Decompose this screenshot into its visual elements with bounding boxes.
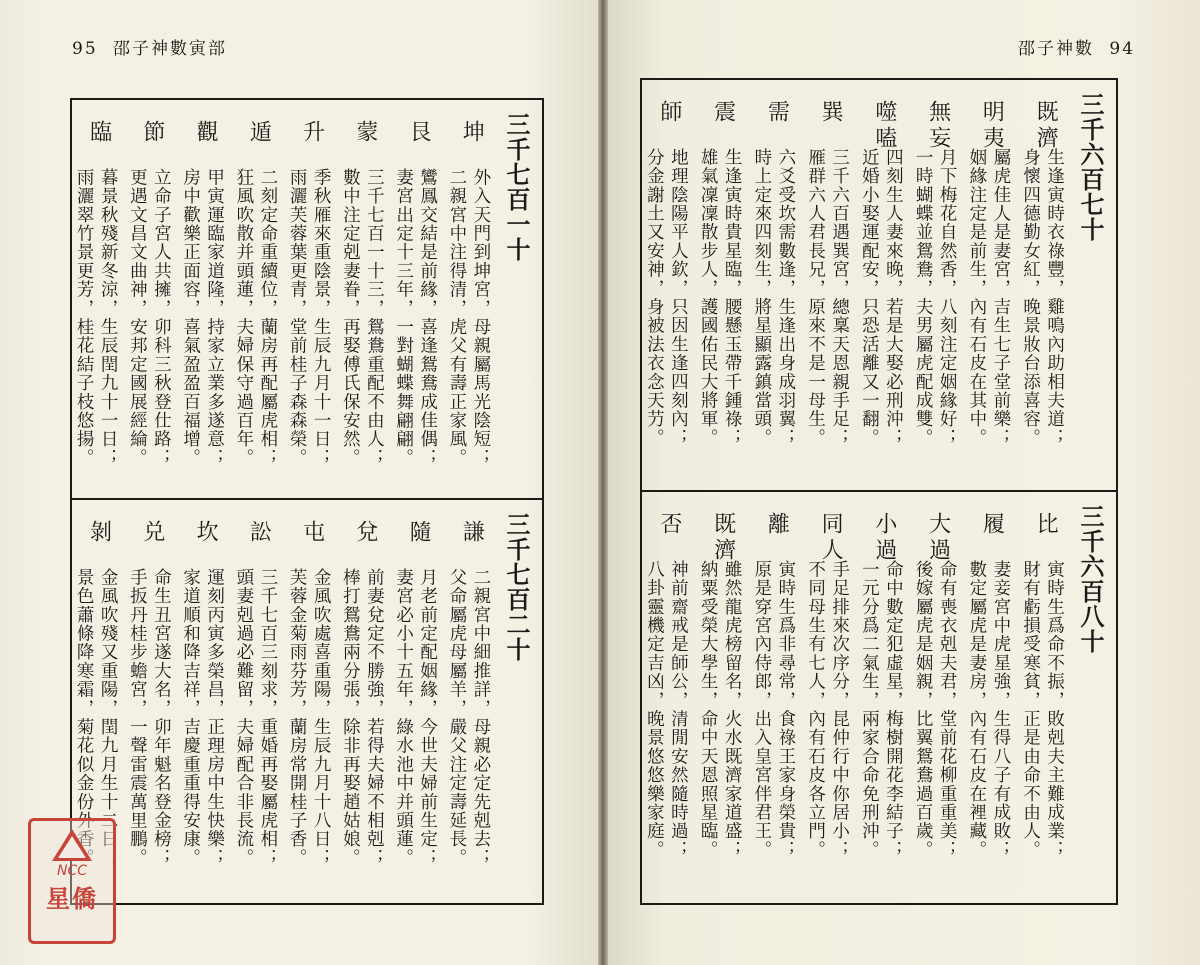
verse-half: 一時蝴蝶並鴛鴦	[913, 148, 934, 279]
verse-half: 若得夫婦不相剋	[364, 717, 385, 849]
verse-half: 火水既濟家道盛	[722, 709, 743, 841]
verse-half: 閏九月生十二日	[98, 717, 119, 849]
verse-line: 寅時生爲非尋常，食祿王家身榮貴；	[775, 560, 796, 860]
verse-line: 妻妾宮中虎星強，生得八子有成敗；	[990, 560, 1011, 860]
hexagram-name: 艮	[406, 120, 432, 146]
verse-half: 雨灑芙蓉葉更青	[287, 168, 308, 299]
verse-half: 分金謝土又安神	[644, 148, 665, 279]
verse-half: 一元分爲二氣生	[859, 560, 880, 691]
verse-half: 時上定來四刻生	[751, 148, 772, 279]
verse-half: 清閒安然隨時過	[668, 709, 689, 841]
verse-line: 外入天門到坤宮，母親屬馬光陰短；	[470, 168, 491, 468]
stamp-name: 星僑	[46, 885, 98, 913]
verse-line: 雨灑芙蓉葉更青，堂前桂子森森榮。	[287, 168, 308, 468]
verse-half: 出入皇宮伴君王	[751, 709, 772, 841]
hexagram-name: 既濟	[1033, 100, 1059, 152]
verse-half: 一對蝴蝶舞翩翩	[393, 317, 414, 449]
verse-line: 二刻定命重續位，蘭房再配屬虎相；	[257, 168, 278, 468]
book-title: 邵子神數	[1018, 39, 1094, 59]
verse-half: 二親宮中細推詳	[470, 568, 491, 699]
hexagram-name: 師	[656, 100, 682, 126]
verse-half: 除非再娶趙姑娘	[340, 717, 361, 849]
verse-line: 命生丑宮遂大名，卯年魁名登金榜；	[151, 568, 172, 868]
verse-half: 甲寅運臨家道隆	[204, 168, 225, 299]
verse-half: 總稟天恩親手足	[829, 297, 850, 429]
hexagram-name: 噬嗑	[871, 100, 897, 152]
hexagram-name: 巽	[818, 100, 844, 126]
verse-half: 鸞鳳交結是前緣	[417, 168, 438, 299]
hexagram-name: 臨	[86, 120, 112, 146]
verse-half: 雁群六人君長兄	[805, 148, 826, 279]
hexagram-name: 既濟	[710, 512, 736, 564]
verse-half: 八刻注定姻緣好	[937, 297, 958, 429]
hexagram-name: 比	[1033, 512, 1059, 538]
right-page-header	[1018, 34, 1143, 59]
verse-half: 昆仲行中你居小	[829, 709, 850, 841]
verse-half: 雨灑翠竹景更芳	[74, 168, 95, 299]
verse-line: 生逢寅時衣祿豐，雞鳴內助相夫道；	[1044, 148, 1065, 448]
hexagram-name: 屯	[299, 520, 325, 546]
number-heading: 三千六百七十	[1076, 92, 1105, 242]
verse-half: 生逢出身成羽翼	[775, 297, 796, 429]
verse-half: 菊花似金份外香	[74, 717, 95, 849]
verse-line: 六爻受坎需數逢，生逢出身成羽翼；	[775, 148, 796, 448]
hexagram-name: 剝	[86, 520, 112, 546]
verse-half: 寅時生爲非尋常	[775, 560, 796, 691]
verse-half: 再娶傅氏保安然	[340, 317, 361, 449]
number-block	[642, 492, 1116, 901]
hexagram-name: 謙	[459, 520, 485, 546]
verse-half: 金風吹殘又重陽	[98, 568, 119, 699]
verse-line: 雁群六人君長兄，原來不是一母生。	[805, 148, 826, 448]
verse-half: 後嫁屬虎是姻親	[913, 560, 934, 691]
verse-line: 更遇文昌文曲神，安邦定國展經綸。	[127, 168, 148, 468]
verse-line: 二親宮中注得清，虎父有壽正家風。	[446, 168, 467, 468]
verse-line: 神前齋戒是師公，清閒安然隨時過；	[668, 560, 689, 860]
number-block	[72, 100, 542, 498]
verse-half: 財有虧損受寒貧	[1020, 560, 1041, 691]
verse-line: 分金謝土又安神，身被法衣念天芀。	[644, 148, 665, 448]
verse-line: 納粟受榮大學生，命中天恩照星臨。	[698, 560, 719, 860]
verse-line: 原是穿宮內侍郎，出入皇宮伴君王。	[751, 560, 772, 860]
verse-half: 狂風吹散并頭蓮	[233, 168, 254, 299]
verse-half: 夫婦保守過百年	[233, 317, 254, 449]
verse-half: 數定屬虎是妻房	[966, 560, 987, 691]
verse-half: 持家立業多遂意	[204, 317, 225, 449]
verse-half: 三千七百三刻求	[257, 568, 278, 699]
verse-line: 雨灑翠竹景更芳，桂花結子枝悠揚。	[74, 168, 95, 468]
verse-half: 金風吹處喜重陽	[311, 568, 332, 699]
verse-half: 神前齋戒是師公	[668, 560, 689, 691]
hexagram-name: 同人	[818, 512, 844, 564]
verse-line: 金風吹殘又重陽，閏九月生十二日；	[98, 568, 119, 868]
verse-line: 棒打鴛鴦兩分張，除非再娶趙姑娘。	[340, 568, 361, 868]
verse-half: 前妻兌定不勝強	[364, 568, 385, 699]
verse-half: 食祿王家身榮貴	[775, 709, 796, 841]
verse-line: 雄氣凜凜散步人，護國佑民大將軍。	[698, 148, 719, 448]
verse-half: 母親屬馬光陰短	[470, 317, 491, 449]
verse-line: 時上定來四刻生，將星顯露鎮當頭。	[751, 148, 772, 448]
verse-half: 正是由命不由人	[1020, 709, 1041, 841]
verse-half: 虎父有壽正家風	[446, 317, 467, 449]
verse-line: 三千七百一十三，鴛鴦重配不由人；	[364, 168, 385, 468]
verse-line: 鸞鳳交結是前緣，喜逢鴛鴦成佳偶；	[417, 168, 438, 468]
verse-half: 重婚再娶屬虎相	[257, 717, 278, 849]
verse-half: 鴛鴦重配不由人	[364, 317, 385, 449]
verse-half: 命生丑宮遂大名	[151, 568, 172, 699]
verse-half: 立命子宮人共擁	[151, 168, 172, 299]
verse-half: 只恐活離又一翻	[859, 297, 880, 429]
verse-half: 棒打鴛鴦兩分張	[340, 568, 361, 699]
verse-half: 手扳丹桂步蟾宮	[127, 568, 148, 699]
verse-half: 地理陰陽平人欽	[668, 148, 689, 279]
verse-half: 母親必定先剋去	[470, 717, 491, 849]
number-heading: 三千七百二十	[502, 512, 531, 662]
verse-line: 運刻丙寅多榮昌，正理房中生快樂；	[204, 568, 225, 868]
verse-line: 暮景秋殘新冬涼，生辰閏九十一日；	[98, 168, 119, 468]
verse-half: 原是穿宮內侍郎	[751, 560, 772, 691]
book-spine	[598, 0, 608, 965]
verse-half: 二刻定命重續位	[257, 168, 278, 299]
verse-half: 屬虎佳人是妻宮	[990, 148, 1011, 279]
hexagram-name: 大過	[925, 512, 951, 564]
hexagram-name: 明夷	[979, 100, 1005, 152]
hexagram-name: 需	[764, 100, 790, 126]
verse-line: 父命屬虎母屬羊，嚴父注定壽延長。	[446, 568, 467, 868]
verse-line: 雖然龍虎榜留名，火水既濟家道盛；	[722, 560, 743, 860]
verse-half: 堂前花柳重重美	[937, 709, 958, 841]
verse-line: 手足排來次序分，昆仲行中你居小；	[829, 560, 850, 860]
verse-line: 妻宮必小十五年，綠水池中并頭蓮。	[393, 568, 414, 868]
verse-half: 納粟受榮大學生	[698, 560, 719, 691]
verse-line: 地理陰陽平人欽，只因生逢四刻內；	[668, 148, 689, 448]
page-number: 95	[72, 39, 98, 59]
verse-line: 頭妻剋過必難留，夫婦配合非長流。	[233, 568, 254, 868]
verse-half: 三千六百遇巽宮	[829, 148, 850, 279]
verse-half: 嚴父注定壽延長	[446, 717, 467, 849]
verse-line: 八卦靈機定吉凶，晚景悠悠樂家庭。	[644, 560, 665, 860]
verse-half: 運刻丙寅多榮昌	[204, 568, 225, 699]
hexagram-name: 坤	[459, 120, 485, 146]
verse-half: 今世夫婦前生定	[417, 717, 438, 849]
verse-half: 四刻生人妻來晚	[883, 148, 904, 279]
verse-line: 立命子宮人共擁，卯科三秋登仕路；	[151, 168, 172, 468]
hexagram-name: 否	[656, 512, 682, 538]
verse-half: 月下梅花自然香	[937, 148, 958, 279]
verse-line: 寅時生爲命不振，敗剋夫主難成業；	[1044, 560, 1065, 860]
verse-half: 卯年魁名登金榜	[151, 717, 172, 849]
verse-half: 雖然龍虎榜留名	[722, 560, 743, 691]
verse-half: 寅時生爲命不振	[1044, 560, 1065, 691]
verse-half: 外入天門到坤宮	[470, 168, 491, 299]
verse-half: 內有石皮各立門	[805, 709, 826, 841]
hexagram-name: 離	[764, 512, 790, 538]
verse-half: 綠水池中并頭蓮	[393, 717, 414, 849]
number-heading: 三千六百八十	[1076, 504, 1105, 654]
verse-line: 一元分爲二氣生，兩家合命免刑沖。	[859, 560, 880, 860]
hexagram-name: 兑	[139, 520, 165, 546]
verse-half: 妻宮必小十五年	[393, 568, 414, 699]
verse-line: 芙蓉金菊雨芬芳，蘭房常開桂子香。	[287, 568, 308, 868]
hexagram-name: 隨	[406, 520, 432, 546]
verse-line: 四刻生人妻來晚，若是大娶必刑沖；	[883, 148, 904, 448]
verse-half: 景色蕭條降寒霜	[74, 568, 95, 699]
verse-half: 手足排來次序分	[829, 560, 850, 691]
hexagram-name: 履	[979, 512, 1005, 538]
verse-half: 腰懸玉帶千鍾祿	[722, 297, 743, 429]
verse-line: 生逢寅時貴星臨，腰懸玉帶千鍾祿；	[722, 148, 743, 448]
verse-half: 頭妻剋過必難留	[233, 568, 254, 699]
verse-half: 堂前桂子森森榮	[287, 317, 308, 449]
verse-line: 景色蕭條降寒霜，菊花似金份外香。	[74, 568, 95, 868]
verse-half: 二親宮中注得清	[446, 168, 467, 299]
verse-half: 吉慶重重得安康	[180, 717, 201, 849]
verse-half: 內有石皮在裡藏	[966, 709, 987, 841]
verse-half: 只因生逢四刻內	[668, 297, 689, 429]
hexagram-name: 震	[710, 100, 736, 126]
hexagram-name: 觀	[193, 120, 219, 146]
verse-half: 房中歡樂正面容	[180, 168, 201, 299]
left-page-header	[64, 34, 227, 59]
verse-half: 護國佑民大將軍	[698, 297, 719, 429]
verse-half: 晚景妝台添喜容	[1020, 297, 1041, 429]
verse-half: 比翼鴛鴦過百歲	[913, 709, 934, 841]
verse-half: 吉生七子堂前樂	[990, 297, 1011, 429]
verse-half: 敗剋夫主難成業	[1044, 709, 1065, 841]
stamp-ncc: NCC	[56, 863, 88, 879]
verse-line: 數中注定剋妻眷，再娶傅氏保安然。	[340, 168, 361, 468]
verse-half: 生辰九月十八日	[311, 717, 332, 849]
hexagram-name: 遁	[246, 120, 272, 146]
verse-line: 家道順和降吉祥，吉慶重重得安康。	[180, 568, 201, 868]
verse-half: 蘭房再配屬虎相	[257, 317, 278, 449]
verse-half: 一聲雷震萬里鵬	[127, 717, 148, 849]
verse-line: 金風吹處喜重陽，生辰九月十八日；	[311, 568, 332, 868]
verse-half: 生得八子有成敗	[990, 709, 1011, 841]
verse-line: 後嫁屬虎是姻親，比翼鴛鴦過百歲。	[913, 560, 934, 860]
verse-line: 姻緣注定是前生，內有石皮在其中。	[966, 148, 987, 448]
verse-half: 正理房中生快樂	[204, 717, 225, 849]
verse-line: 不同母生有七人，內有石皮各立門。	[805, 560, 826, 860]
verse-half: 內有石皮在其中	[966, 297, 987, 429]
verse-line: 月老前定配姻緣，今世夫婦前生定；	[417, 568, 438, 868]
book-title: 邵子神數寅部	[113, 39, 228, 59]
verse-half: 家道順和降吉祥	[180, 568, 201, 699]
verse-half: 雄氣凜凜散步人	[698, 148, 719, 279]
verse-half: 生辰閏九十一日	[98, 317, 119, 449]
verse-line: 狂風吹散并頭蓮，夫婦保守過百年。	[233, 168, 254, 468]
verse-half: 安邦定國展經綸	[127, 317, 148, 449]
verse-half: 命中天恩照星臨	[698, 709, 719, 841]
verse-half: 生逢寅時衣祿豐	[1044, 148, 1065, 279]
verse-half: 八卦靈機定吉凶	[644, 560, 665, 691]
verse-line: 身懷四德勤女紅，晚景妝台添喜容。	[1020, 148, 1041, 448]
verse-half: 月老前定配姻緣	[417, 568, 438, 699]
verse-line: 三千六百遇巽宮，總稟天恩親手足；	[829, 148, 850, 448]
verse-line: 手扳丹桂步蟾宮，一聲雷震萬里鵬。	[127, 568, 148, 868]
verse-half: 原來不是一母生	[805, 297, 826, 429]
verse-half: 身懷四德勤女紅	[1020, 148, 1041, 279]
number-heading: 三千七百一十	[502, 112, 531, 262]
hexagram-name: 坎	[193, 520, 219, 546]
verse-line: 二親宮中細推詳，母親必定先剋去；	[470, 568, 491, 868]
verse-line: 三千七百三刻求，重婚再娶屬虎相；	[257, 568, 278, 868]
verse-line: 房中歡樂正面容，喜氣盈盈百福增。	[180, 168, 201, 468]
verse-half: 數中注定剋妻眷	[340, 168, 361, 299]
number-block	[72, 500, 542, 901]
verse-half: 妻宮出定十三年	[393, 168, 414, 299]
triangle-logo-icon	[52, 829, 92, 861]
verse-half: 妻妾宮中虎星強	[990, 560, 1011, 691]
verse-line: 屬虎佳人是妻宮，吉生七子堂前樂；	[990, 148, 1011, 448]
verse-half: 近婚小娶運配安	[859, 148, 880, 279]
verse-line: 甲寅運臨家道隆，持家立業多遂意；	[204, 168, 225, 468]
verse-half: 生辰九月十一日	[311, 317, 332, 449]
verse-half: 父命屬虎母屬羊	[446, 568, 467, 699]
hexagram-name: 蒙	[352, 120, 378, 146]
hexagram-name: 小過	[871, 512, 897, 564]
number-block	[642, 80, 1116, 490]
verse-half: 桂花結子枝悠揚	[74, 317, 95, 449]
verse-half: 夫男屬虎配成雙	[913, 297, 934, 429]
verse-half: 命有喪衣剋夫君	[937, 560, 958, 691]
verse-line: 命中數定犯虛星，梅樹開花李結子；	[883, 560, 904, 860]
verse-half: 兩家合命免刑沖	[859, 709, 880, 841]
verse-line: 數定屬虎是妻房，內有石皮在裡藏。	[966, 560, 987, 860]
hexagram-name: 升	[299, 120, 325, 146]
verse-half: 喜逢鴛鴦成佳偶	[417, 317, 438, 449]
verse-half: 卯科三秋登仕路	[151, 317, 172, 449]
verse-half: 命中數定犯虛星	[883, 560, 904, 691]
verse-line: 妻宮出定十三年，一對蝴蝶舞翩翩。	[393, 168, 414, 468]
text-frame	[70, 98, 544, 905]
verse-half: 芙蓉金菊雨芬芳	[287, 568, 308, 699]
verse-half: 姻緣注定是前生	[966, 148, 987, 279]
verse-line: 財有虧損受寒貧，正是由命不由人。	[1020, 560, 1041, 860]
verse-half: 雞鳴內助相夫道	[1044, 297, 1065, 429]
verse-half: 身被法衣念天芀	[644, 297, 665, 429]
verse-half: 三千七百一十三	[364, 168, 385, 299]
verse-line: 前妻兌定不勝強，若得夫婦不相剋；	[364, 568, 385, 868]
verse-line: 近婚小娶運配安，只恐活離又一翻。	[859, 148, 880, 448]
verse-line: 季秋雁來重陰景，生辰九月十一日；	[311, 168, 332, 468]
verse-half: 暮景秋殘新冬涼	[98, 168, 119, 299]
verse-line: 一時蝴蝶並鴛鴦，夫男屬虎配成雙。	[913, 148, 934, 448]
verse-half: 喜氣盈盈百福增	[180, 317, 201, 449]
verse-half: 若是大娶必刑沖	[883, 297, 904, 429]
right-page	[608, 0, 1200, 965]
hexagram-name: 兌	[352, 520, 378, 546]
verse-line: 命有喪衣剋夫君，堂前花柳重重美；	[937, 560, 958, 860]
verse-half: 更遇文昌文曲神	[127, 168, 148, 299]
verse-half: 夫婦配合非長流	[233, 717, 254, 849]
verse-half: 不同母生有七人	[805, 560, 826, 691]
verse-half: 蘭房常開桂子香	[287, 717, 308, 849]
hexagram-name: 節	[139, 120, 165, 146]
verse-half: 六爻受坎需數逢	[775, 148, 796, 279]
page-number: 94	[1109, 39, 1136, 59]
verse-half: 晚景悠悠樂家庭	[644, 709, 665, 841]
watermark-stamp	[28, 818, 116, 944]
verse-line: 月下梅花自然香，八刻注定姻緣好；	[937, 148, 958, 448]
hexagram-name: 無妄	[925, 100, 951, 152]
verse-half: 生逢寅時貴星臨	[722, 148, 743, 279]
verse-half: 季秋雁來重陰景	[311, 168, 332, 299]
verse-half: 梅樹開花李結子	[883, 709, 904, 841]
hexagram-name: 訟	[246, 520, 272, 546]
verse-half: 將星顯露鎮當頭	[751, 297, 772, 429]
text-frame	[640, 78, 1118, 905]
